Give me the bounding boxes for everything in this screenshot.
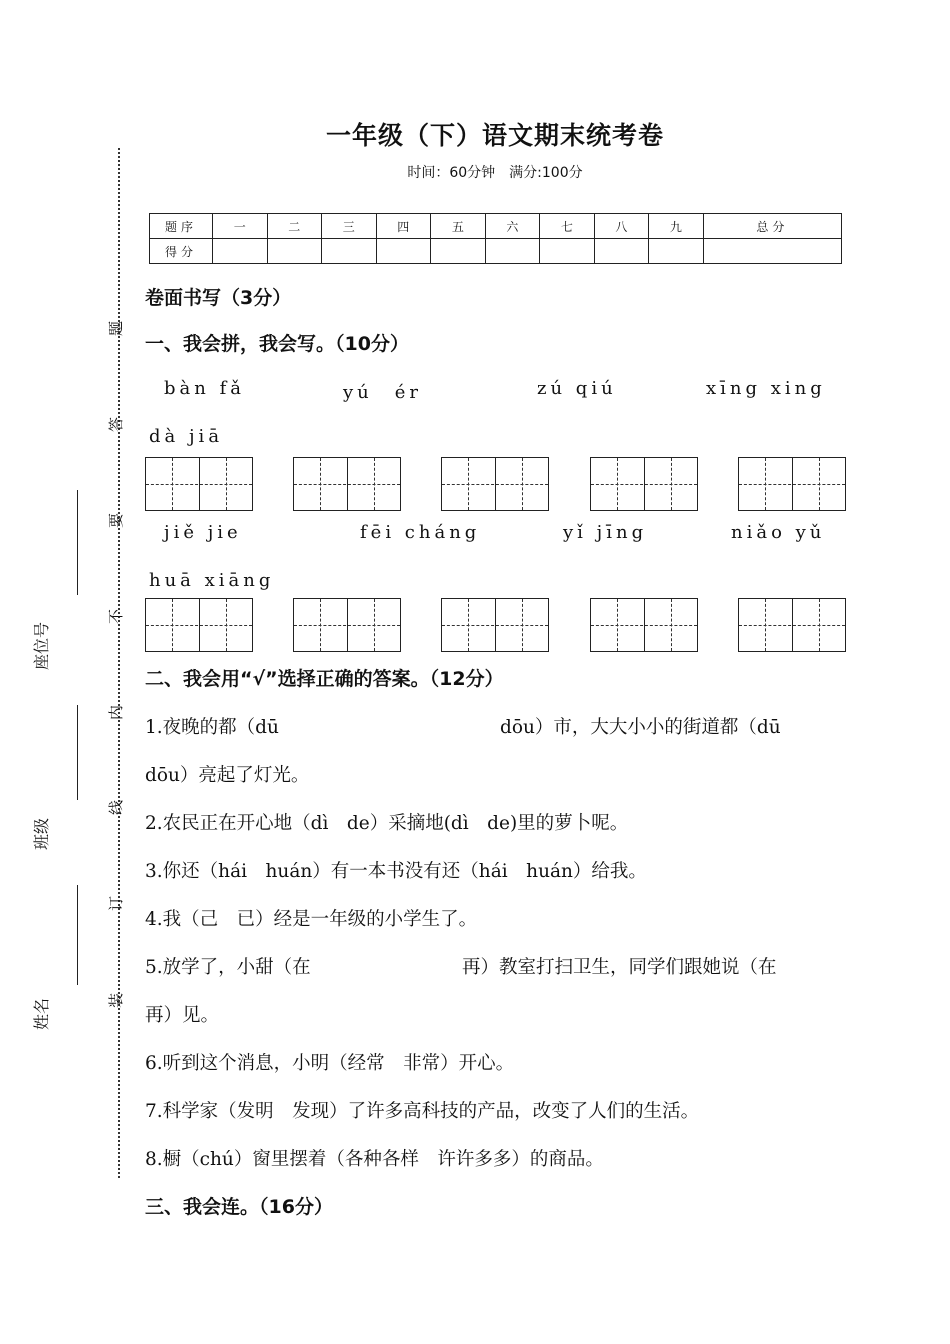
question-5-continued: 再）教室打扫卫生，同学们跟她说（在 bbox=[462, 957, 777, 978]
question-8: 8.橱（chú）窗里摆着（各种各样 许许多多）的商品。 bbox=[145, 1149, 604, 1170]
pinyin-label: huā xiāng bbox=[149, 570, 275, 591]
pinyin-label: yú ér bbox=[343, 382, 423, 403]
binding-char: 内 bbox=[107, 704, 126, 721]
score-entry-cell[interactable] bbox=[485, 239, 540, 264]
writing-grid[interactable] bbox=[145, 598, 253, 652]
binding-char: 订 bbox=[107, 895, 126, 912]
pinyin-label: niǎo yǔ bbox=[731, 522, 826, 543]
section-handwriting: 卷面书写（3分） bbox=[145, 287, 292, 309]
name-field[interactable] bbox=[32, 885, 112, 1030]
pinyin-label: fēi cháng bbox=[360, 522, 481, 543]
binding-char: 线 bbox=[107, 799, 126, 816]
class-line bbox=[77, 705, 78, 800]
score-entry-cell[interactable] bbox=[213, 239, 268, 264]
score-table-cell: 一 bbox=[213, 214, 268, 239]
score-table-score-row bbox=[150, 239, 842, 264]
score-table-cell: 五 bbox=[431, 214, 486, 239]
pinyin-label: xīng xing bbox=[706, 378, 826, 399]
score-entry-cell[interactable] bbox=[703, 239, 841, 264]
binding-char: 要 bbox=[107, 512, 126, 529]
question-7: 7.科学家（发明 发现）了许多高科技的产品，改变了人们的生活。 bbox=[145, 1101, 700, 1122]
score-table-header-row bbox=[150, 214, 842, 239]
class-field[interactable] bbox=[32, 705, 112, 850]
score-table-cell: 二 bbox=[267, 214, 322, 239]
writing-grid[interactable] bbox=[590, 457, 698, 511]
name-label: 姓名 bbox=[32, 997, 51, 1030]
section-3-title: 三、我会连。（16分） bbox=[145, 1196, 333, 1218]
seat-number-field[interactable] bbox=[32, 490, 112, 670]
score-table bbox=[149, 213, 842, 264]
writing-grid[interactable] bbox=[590, 598, 698, 652]
question-6: 6.听到这个消息，小明（经常 非常）开心。 bbox=[145, 1053, 515, 1074]
score-table-cell: 题序 bbox=[150, 214, 213, 239]
binding-char: 装 bbox=[107, 992, 126, 1009]
question-4: 4.我（己 已）经是一年级的小学生了。 bbox=[145, 909, 478, 930]
writing-grid[interactable] bbox=[738, 457, 846, 511]
binding-char: 答 bbox=[107, 416, 126, 433]
question-2: 2.农民正在开心地（dì de）采摘地(dì de)里的萝卜呢。 bbox=[145, 813, 629, 834]
question-1-continued: dōu）市，大大小小的街道都（dū bbox=[500, 717, 781, 738]
writing-grid[interactable] bbox=[145, 457, 253, 511]
binding-dotted-line bbox=[118, 148, 120, 1178]
question-1-end: dōu）亮起了灯光。 bbox=[145, 765, 310, 786]
pinyin-label: zú qiú bbox=[537, 378, 617, 399]
section-2-title: 二、我会用“√”选择正确的答案。（12分） bbox=[145, 668, 504, 690]
score-table-cell: 三 bbox=[322, 214, 377, 239]
exam-info: 时间：60分钟 满分:100分 bbox=[407, 165, 583, 181]
pinyin-label: dà jiā bbox=[149, 426, 224, 447]
writing-grid[interactable] bbox=[738, 598, 846, 652]
score-table-cell: 七 bbox=[540, 214, 595, 239]
writing-grid[interactable] bbox=[293, 457, 401, 511]
writing-grid[interactable] bbox=[441, 457, 549, 511]
score-table-cell: 六 bbox=[485, 214, 540, 239]
score-table-cell: 得分 bbox=[150, 239, 213, 264]
section-1-title: 一、我会拼，我会写。（10分） bbox=[145, 333, 409, 355]
seat-number-label: 座位号 bbox=[32, 621, 51, 670]
score-entry-cell[interactable] bbox=[322, 239, 377, 264]
score-table-cell: 九 bbox=[649, 214, 704, 239]
page-title: 一年级（下）语文期末统考卷 bbox=[325, 121, 664, 150]
score-entry-cell[interactable] bbox=[594, 239, 649, 264]
binding-char: 不 bbox=[107, 608, 126, 625]
writing-grid[interactable] bbox=[441, 598, 549, 652]
score-table-cell: 总分 bbox=[703, 214, 841, 239]
score-entry-cell[interactable] bbox=[540, 239, 595, 264]
pinyin-label: jiě jie bbox=[164, 522, 242, 543]
class-label: 班级 bbox=[32, 817, 51, 850]
question-5-end: 再）见。 bbox=[145, 1005, 220, 1026]
question-3: 3.你还（hái huán）有一本书没有还（hái huán）给我。 bbox=[145, 861, 647, 882]
score-table-cell: 四 bbox=[376, 214, 431, 239]
binding-char: 题 bbox=[107, 320, 126, 337]
pinyin-label: bàn fǎ bbox=[164, 378, 245, 399]
score-entry-cell[interactable] bbox=[431, 239, 486, 264]
pinyin-label: yǐ jīng bbox=[563, 522, 648, 543]
name-line bbox=[77, 885, 78, 985]
question-5: 5.放学了，小甜（在 bbox=[145, 957, 311, 978]
question-1: 1.夜晚的都（dū bbox=[145, 717, 279, 738]
score-table-cell: 八 bbox=[594, 214, 649, 239]
score-entry-cell[interactable] bbox=[649, 239, 704, 264]
score-entry-cell[interactable] bbox=[267, 239, 322, 264]
seat-number-line bbox=[77, 490, 78, 595]
writing-grid[interactable] bbox=[293, 598, 401, 652]
score-entry-cell[interactable] bbox=[376, 239, 431, 264]
